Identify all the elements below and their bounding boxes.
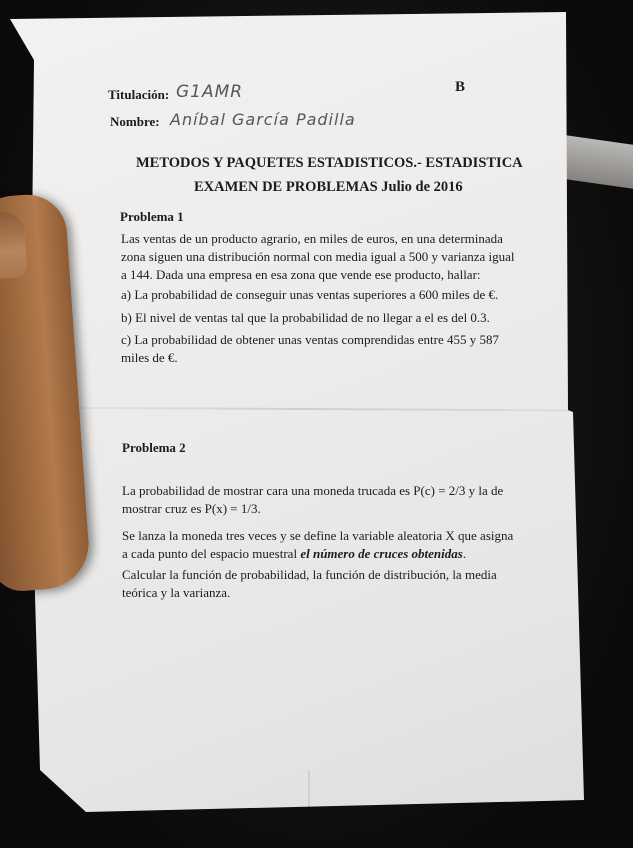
problema2-line-emphasis — [122, 545, 466, 563]
problema2-line: Calcular la función de probabilidad, la función de distribución, la media — [122, 567, 497, 582]
problema2-line: Se lanza la moneda tres veces y se define la variable aleatoria X que asigna — [122, 528, 514, 543]
problema1-question-b: b) El nivel de ventas tal que la probabilidad de no llegar a el es del 0.3. — [121, 310, 490, 325]
problema2-heading: Problema 2 — [122, 440, 186, 455]
problema2-text: . — [462, 546, 467, 561]
problema1-line: zona siguen una distribución normal con media igual a 500 y varianza igual — [121, 249, 515, 264]
problema1-line: Las ventas de un producto agrario, en miles de euros, en una determinada — [121, 231, 503, 246]
exam-title: METODOS Y PAQUETES ESTADISTICOS.- ESTADISTICA — [136, 155, 523, 171]
problema2-line: teórica y la varianza. — [122, 585, 231, 600]
thumbnail — [0, 211, 28, 280]
problema1-question-c: c) La probabilidad de obtener unas ventas comprendidas entre 455 y 587 — [121, 332, 499, 347]
problema1-line: a 144. Dada una empresa en esa zona que vende ese producto, hallar: — [121, 267, 481, 282]
problema2-emphasis: el número de cruces obtenidas — [300, 546, 463, 561]
problema1-heading: Problema 1 — [120, 209, 184, 224]
background-object — [566, 135, 633, 188]
problema2-line: mostrar cruz es P(x) = 1/3. — [122, 501, 261, 516]
titulacion-handwritten: G1AMR — [176, 82, 244, 102]
nombre-handwritten: Aníbal García Padilla — [170, 110, 356, 129]
titulacion-label: Titulación: — [108, 87, 170, 102]
exam-subtitle: EXAMEN DE PROBLEMAS Julio de 2016 — [194, 179, 463, 195]
exam-version-letter: B — [455, 79, 466, 95]
problema1-question-c-cont: miles de €. — [121, 350, 178, 365]
problema2-text: a cada punto del espacio muestral — [122, 546, 301, 561]
problema1-question-a: a) La probabilidad de conseguir unas ventas superiores a 600 miles de €. — [121, 287, 499, 302]
paper-fold-bottom — [308, 770, 310, 812]
problema2-line: La probabilidad de mostrar cara una moneda trucada es P(c) = 2/3 y la de — [122, 483, 504, 498]
nombre-label: Nombre: — [110, 114, 160, 129]
